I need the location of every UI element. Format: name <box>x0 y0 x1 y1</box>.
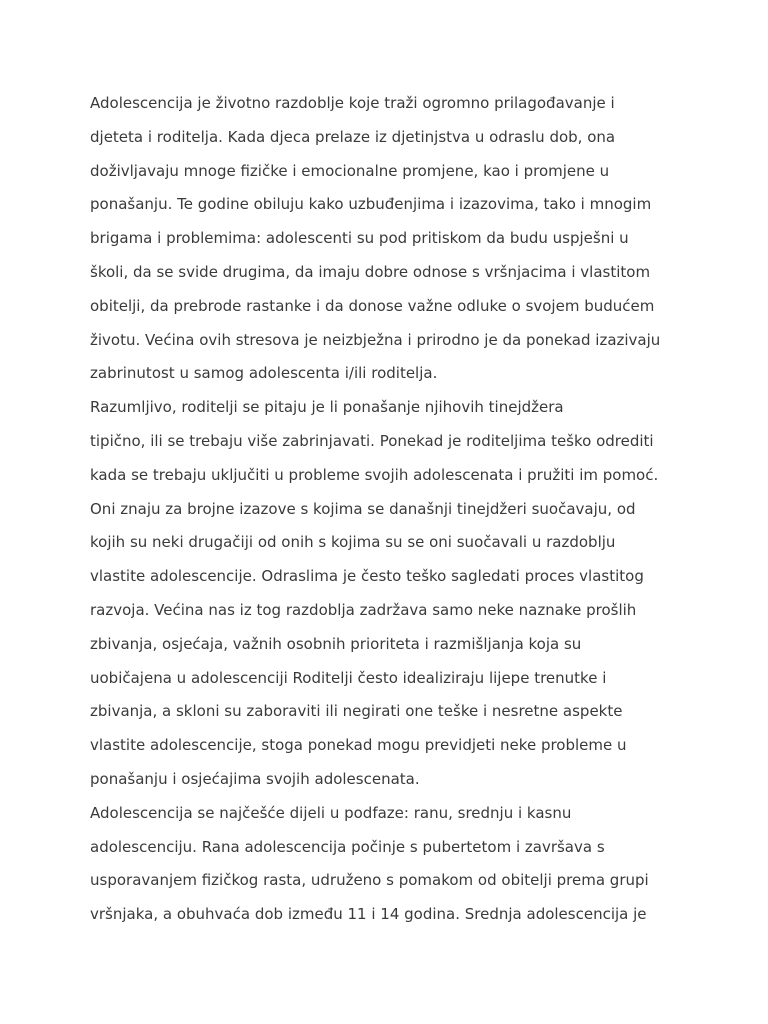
text-line: Adolescencija se najčešće dijeli u podfaze: ranu, srednju i kasnu <box>90 803 572 822</box>
text-line: kada se trebaju uključiti u probleme svojih adolescenata i pružiti im pomoć. <box>90 465 659 484</box>
text-line: kojih su neki drugačiji od onih s kojima su se oni suočavali u razdoblju <box>90 533 616 552</box>
text-line: školi, da se svide drugima, da imaju dobre odnose s vršnjacima i vlastitom <box>90 262 651 281</box>
text-line: vlastite adolescencije. Odraslima je često teško sagledati proces vlastitog <box>90 567 644 586</box>
text-line: brigama i problemima: adolescenti su pod pritiskom da budu uspješni u <box>90 229 629 248</box>
text-line: adolescenciju. Rana adolescencija počinje s pubertetom i završava s <box>90 837 605 856</box>
text-line: Oni znaju za brojne izazove s kojima se današnji tinejdžeri suočavaju, od <box>90 499 636 518</box>
text-line: Razumljivo, roditelji se pitaju je li ponašanje njihovih tinejdžera <box>90 398 564 417</box>
text-line: zabrinutost u samog adolescenta i/ili roditelja. <box>90 364 438 383</box>
text-line: usporavanjem fizičkog rasta, udruženo s pomakom od obitelji prema grupi <box>90 871 649 890</box>
text-line: zbivanja, osjećaja, važnih osobnih prioriteta i razmišljanja koja su <box>90 634 582 653</box>
text-line: životu. Većina ovih stresova je neizbježna i prirodno je da ponekad izazivaju <box>90 330 661 349</box>
text-line: Adolescencija je životno razdoblje koje traži ogromno prilagođavanje i <box>90 94 615 112</box>
document-body <box>90 88 680 933</box>
text-line: razvoja. Većina nas iz tog razdoblja zadržava samo neke naznake prošlih <box>90 600 637 619</box>
text-line: ponašanju. Te godine obiluju kako uzbuđenjima i izazovima, tako i mnogim <box>90 195 652 214</box>
text-line: djeteta i roditelja. Kada djeca prelaze iz djetinjstva u odraslu dob, ona <box>90 127 616 146</box>
text-line: doživljavaju mnoge fizičke i emocionalne promjene, kao i promjene u <box>90 161 610 180</box>
text-line: uobičajena u adolescenciji Roditelji često idealiziraju lijepe trenutke i <box>90 668 607 687</box>
text-line: obitelji, da prebrode rastanke i da donose važne odluke o svojem budućem <box>90 296 655 315</box>
text-line: vršnjaka, a obuhvaća dob između 11 i 14 godina. Srednja adolescencija je <box>90 905 647 924</box>
text-line: tipično, ili se trebaju više zabrinjavati. Ponekad je roditeljima teško odrediti <box>90 431 654 450</box>
text-line: zbivanja, a skloni su zaboraviti ili negirati one teške i nesretne aspekte <box>90 702 623 721</box>
text-line: vlastite adolescencije, stoga ponekad mogu previdjeti neke probleme u <box>90 736 627 755</box>
text-line: ponašanju i osjećajima svojih adolescenata. <box>90 769 420 788</box>
